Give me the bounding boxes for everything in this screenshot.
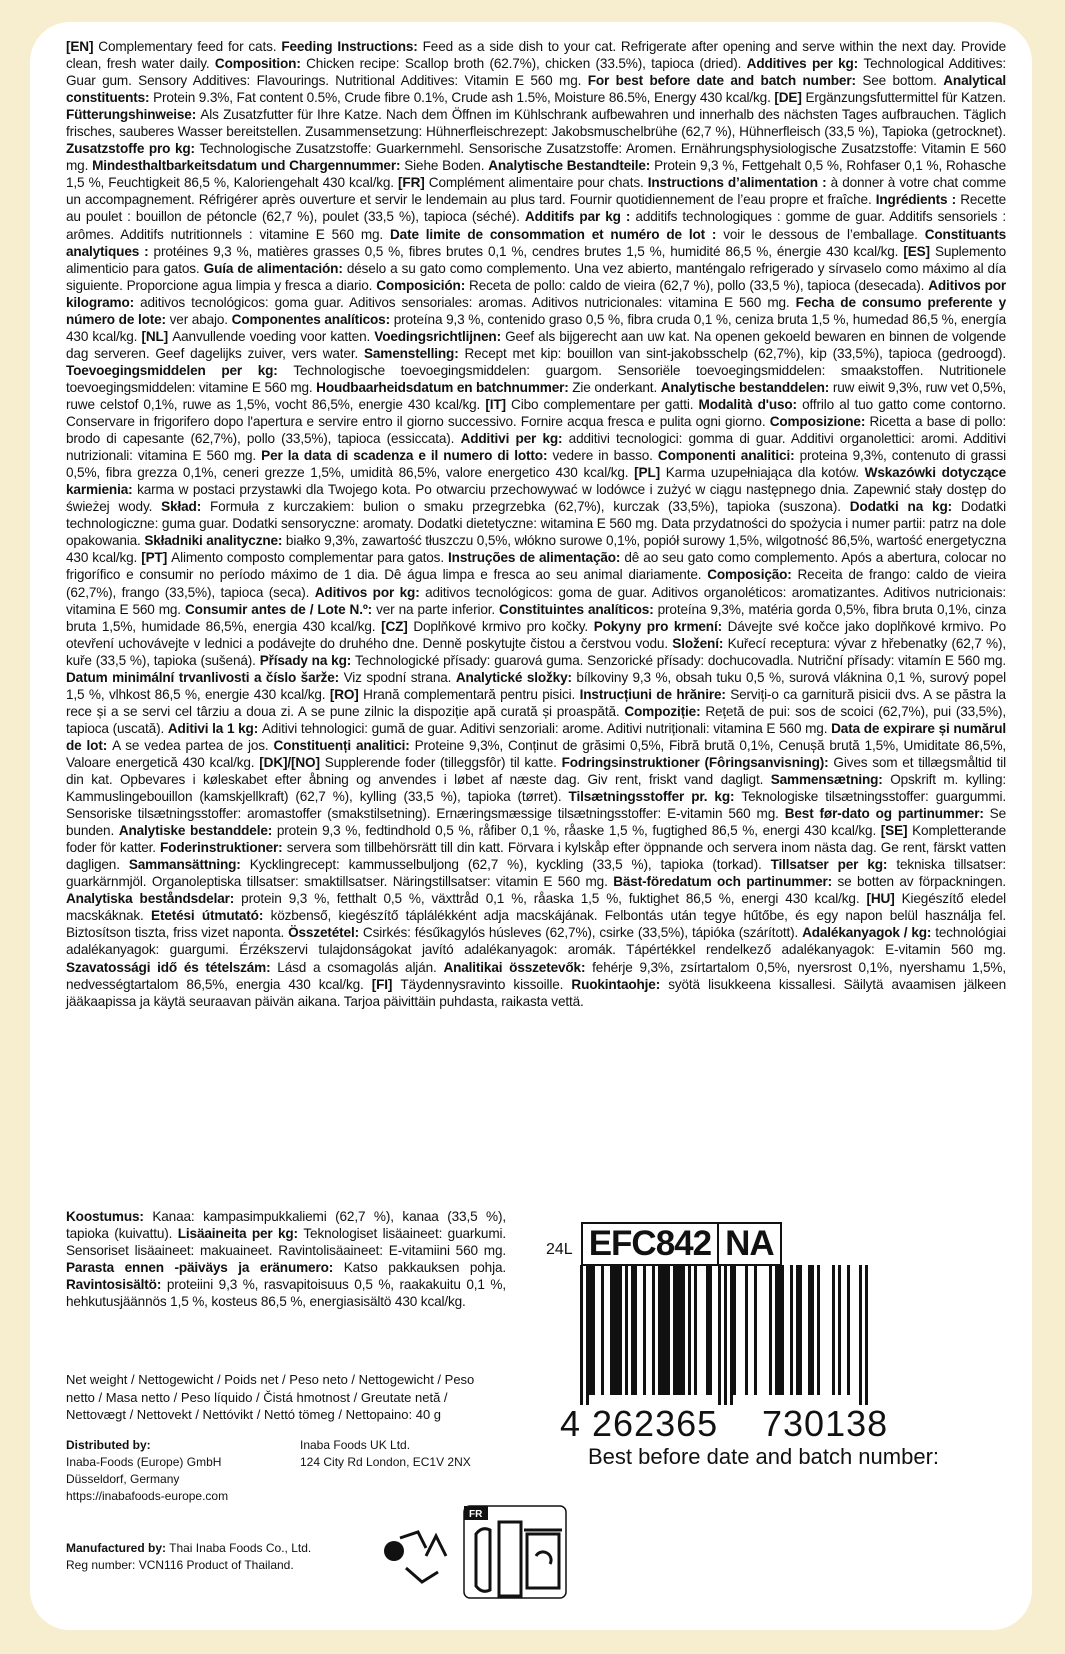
segment-text: Feed as a side dish to your cat. Refrigerate after opening and serve within the next day. Provide clean, fresh water daily. — [66, 39, 1007, 72]
segment-heading: Constituintes analíticos: — [499, 601, 658, 617]
segment-text: proteina 9,3%, contenuto di grassi 0,5%, fibra grezza 0,1%, ceneri grezze 1,5%, umidità 86,5%, valore energetico 430 kcal/kg. — [66, 448, 1006, 481]
segment-heading: Mindesthaltbarkeitsdatum und Chargennummer: — [92, 158, 405, 174]
segment-text: offrilo al tuo gatto come contorno. Conservare in frigorifero dopo l'apertura e servire entro il giorno successivo. Fornire acqua fresca e pulita ogni giorno. — [66, 396, 1006, 430]
batch-prefix: 24L — [546, 1241, 573, 1258]
segment-text: Suplemento alimenticio para gatos. — [66, 243, 1006, 276]
multilingual-label-text — [66, 38, 1006, 1010]
segment-heading: Zusatzstoffe pro kg: — [66, 141, 200, 157]
segment-heading: [EN] — [66, 39, 99, 54]
fi-segment-heading: Ravintosisältö: — [66, 1277, 167, 1293]
segment-text: Geef als bijgerecht aan uw kat. Na openen gekoeld bewaren en binnen de volgende dag serveren. Geef dagelijks zuiver, vers water. — [66, 328, 1007, 361]
segment-heading: Constituants analytiques : — [66, 226, 1006, 259]
barcode-bar — [796, 1265, 802, 1395]
segment-heading: Componenti analitici: — [657, 448, 800, 464]
distributor-website: https://inabafoods-europe.com — [66, 1489, 229, 1503]
barcode-number — [560, 1403, 910, 1445]
segment-text: aditivos tecnológicos: goma de guar. Aditivos organoléticos: aromatizantes. Aditivos nutricionais: vitamina E 560 mg. — [66, 584, 1007, 617]
segment-heading: Aditivos por kg: — [314, 584, 426, 600]
barcode — [560, 1265, 890, 1405]
segment-heading: Datum minimální trvanlivosti a číslo šarže: — [66, 669, 344, 685]
barcode-bar — [610, 1265, 622, 1395]
fr-label: FR — [469, 1509, 483, 1520]
segment-heading: Fodringsinstruktioner (Fôringsanvisning): — [561, 754, 834, 770]
segment-heading: Analytical constituents: — [66, 73, 1006, 106]
segment-heading: [ES] — [903, 243, 935, 259]
barcode-bar — [838, 1265, 841, 1395]
segment-text: Complément alimentaire pour chats. — [428, 175, 648, 191]
barcode-bar — [769, 1265, 772, 1395]
segment-heading: Best før-dato og partinummer: — [784, 806, 990, 822]
barcode-bar — [658, 1265, 670, 1395]
triman-recycle-icon — [384, 1532, 446, 1582]
segment-heading: Skład: — [161, 499, 211, 515]
segment-text: Aditivi tehnologici: gumă de guar. Aditivi senzoriali: arome. Aditivi nutriționali: vitamina E 560 mg. — [261, 720, 832, 736]
segment-heading: [SE] — [880, 823, 913, 839]
segment-heading: Aditivi la 1 kg: — [167, 720, 262, 736]
segment-heading: [PT] — [141, 550, 172, 566]
segment-text: Protein 9.3%, Fat content 0.5%, Crude fibre 0.1%, Crude ash 1.5%, Moisture 86.5%, Energy 430 kcal/kg. — [153, 90, 775, 106]
segment-text: Technological Additives: Guar gum. Sensory Additives: Flavourings. Nutritional Additives: Vitamin E 560 mg. — [66, 56, 1007, 89]
segment-text: Siehe Boden. — [404, 158, 489, 174]
segment-heading: Instructions d’alimentation : — [647, 175, 831, 191]
segment-heading: Guía de alimentación: — [203, 260, 347, 276]
segment-heading: Analytische bestanddelen: — [660, 379, 833, 395]
segment-text: déselo a su gato como complemento. Una vez abierto, manténgalo refrigerado y sírvaselo como máximo al día siguiente. Proporcione agua limpia y fresca a diario. — [66, 260, 1006, 293]
segment-heading: [DK]/[NO] — [259, 754, 325, 770]
segment-heading: [IT] — [485, 396, 512, 412]
segment-heading: Instruções de alimentação: — [448, 550, 625, 566]
segment-text: Formuła z kurczakiem: bulion o smaku przegrzebka (62,7%), kurczak (33,5%), tapioka (suszona). — [210, 499, 850, 515]
segment-heading: Composizione: — [769, 414, 870, 430]
net-weight: Net weight / Nettogewicht / Poids net / Peso neto / Nettogewicht / Peso netto / Masa netto / Peso líquido / Čistá hmotnost / Greutate netă / Nettovægt / Nettovekt / Nettóvikt / Nettó tömeg / Nettopaino: 40 g — [66, 1372, 475, 1422]
segment-heading: Sammansättning: — [128, 857, 250, 873]
segment-heading: Ruokintaohje: — [571, 976, 669, 992]
segment-text: Kuřecí receptura: vývar z hřebenatky (62,7 %), kuře (33,5 %), tapioka (sušená). — [66, 635, 1006, 668]
barcode-bar — [673, 1265, 685, 1395]
recycling-info-icon — [464, 1506, 566, 1598]
segment-text: białko 9,3%, zawartość tłuszczu 0,5%, włókno surowe 0,1%, popiół surowy 1,5%, wilgotność 86,5%, wartość energetyczna 430 kcal/kg. — [66, 533, 1006, 566]
segment-text: proteína 9,3 %, contenido graso 0,5 %, fibra cruda 0,1 %, ceniza bruta 1,5 %, humedad 86,5 %, energía 430 kcal/kg. — [66, 311, 1006, 344]
barcode-bar — [694, 1265, 697, 1395]
fi-segment-text: Katso pakkauksen pohja. — [343, 1260, 507, 1276]
segment-heading: [FR] — [398, 175, 429, 191]
segment-text: Alimento composto complementar para gatos. — [171, 550, 449, 566]
barcode-bar — [790, 1265, 793, 1395]
segment-text: voir le dessous de l’emballage. — [723, 226, 925, 242]
barcode-bar — [589, 1265, 595, 1395]
segment-text: Chicken recipe: Scallop broth (62.7%), chicken (33.5%), tapioca (dried). — [306, 56, 747, 72]
segment-text: proteína 9,3%, matéria gorda 0,5%, fibra bruta 0,1%, cinza bruta 1,5%, humidade 86,5%, energia 430 kcal/kg. — [66, 601, 1006, 634]
segment-text: Doplňkové krmivo pro kočky. — [413, 618, 594, 634]
distributor-city: Düsseldorf, Germany — [66, 1472, 180, 1486]
barcode-bar — [601, 1265, 604, 1395]
batch-suffix: NA — [719, 1222, 782, 1266]
segment-text: tekniska tillsatser: guarkärnmjöl. Organoleptiska tillsatser: smaktillsatser. Näringstillsatser: vitamin E 560 mg. — [66, 857, 1006, 890]
segment-text: A se vedea partea de jos. — [112, 737, 274, 753]
segment-text: Receita de frango: caldo de vieira (62,7%), frango (33,5%), tapioca (seca). — [66, 567, 1006, 600]
segment-text: protein 9,3 %, fetthalt 0,5 %, växttråd 0,1 %, råaska 1,5 %, fuktighet 86,5 %, energi 430 kcal/kg. — [241, 891, 867, 907]
segment-heading: Data de expirare și numărul de lot: — [66, 720, 1006, 753]
segment-heading: Per la data di scadenza e il numero di lotto: — [261, 448, 553, 464]
segment-text: Receta de pollo: caldo de vieira (62,7 %), pollo (33,5 %), tapioca (desecada). — [469, 277, 929, 293]
segment-text: Protein 9,3 %, Fettgehalt 0,5 %, Rohfaser 0,1 %, Rohasche 1,5 %, Feuchtigkeit 86,5 %, Kaloriengehalt 430 kcal/kg. — [66, 158, 1006, 191]
barcode-bar — [706, 1265, 712, 1395]
barcode-left-digits: 262365 — [592, 1403, 719, 1444]
segment-heading: Składniki analityczne: — [144, 533, 286, 549]
segment-heading: Analytiska beståndsdelar: — [66, 891, 242, 907]
segment-heading: Tillsatser per kg: — [770, 857, 897, 873]
segment-text: Technologické přísady: guarová guma. Senzorické přísady: dochucovadla. Nutriční přísady: vitamín E 560 mg. — [355, 652, 1007, 668]
segment-text: fehérje 9,3%, zsírtartalom 0,5%, nyersrost 0,1%, nyershamu 1,5%, nedvességtartalom 86,5%, energia 430 kcal/kg. — [66, 959, 1006, 992]
segment-heading: Consumir antes de / Lote N.º: — [185, 601, 377, 617]
distributor-block — [66, 1437, 228, 1505]
segment-text: Viz spodní strana. — [343, 669, 456, 685]
segment-text: bílkoviny 9,3 %, obsah tuku 0,5 %, surová vláknina 0,1 %, surový popel 1,5 %, vlhkost 86,5 %, energie 430 kcal/kg. — [66, 669, 1006, 702]
disposal-icons — [366, 1496, 576, 1606]
best-before-label: Best before date and batch number: — [588, 1444, 940, 1469]
segment-heading: Foderinstruktioner: — [160, 840, 287, 856]
segment-text: Recept met kip: bouillon van sint-jakobsschelp (62,7%), kip (33,5%), tapioca (gedroogd). — [464, 345, 1006, 361]
segment-text: Dodatki technologiczne: guma guar. Dodatki sensoryczne: aromaty. Dodatki dietetyczne: witamina E 560 mg. Data przydatności do spożycia i numer partii: patrz na dole opakowania. — [66, 499, 1006, 549]
segment-text: Kompletterande foder för katter. — [66, 823, 1006, 856]
segment-text: Technologische Zusatzstoffe: Guarkernmehl. Sensorische Zusatzstoffe: Aromen. Ernährungsphysiologische Zusatzstoffe: Vitamin E 560 mg. — [66, 141, 1006, 174]
barcode-bar — [718, 1265, 721, 1405]
segment-text: Ricetta a base di pollo: brodo di capesante (62,7%), pollo (33,5%), tapioca (essiccata). — [66, 414, 1006, 447]
segment-heading: Analytické složky: — [455, 669, 577, 685]
segment-text: Gives som et tillægsmåltid til din kat. Opbevares i køleskabet efter åbning og anvendes i løbet af næste dag. Giv rent, friskt vand dagligt. — [66, 754, 1006, 788]
segment-heading: Compoziție: — [624, 703, 706, 719]
segment-text: syötä lisukkeena kissallesi. Säilytä avaamisen jälkeen jääkaapissa ja käytä seuraavan päivän aikana. Tarjoa päivittäin puhdasta, raikasta vettä. — [66, 976, 1006, 1009]
segment-heading: Date limite de consommation et numéro de lot : — [390, 226, 724, 242]
manufacturer-name: Thai Inaba Foods Co., Ltd. — [166, 1541, 312, 1555]
segment-text: Dávejte své kočce jako doplňkové krmivo. Po otevření uchovávejte v lednici a podávejte do druhého dne. Denně poskytujte čistou a čerstvou vodu. — [66, 618, 1006, 651]
batch-code — [546, 1222, 782, 1266]
barcode-bar — [643, 1265, 646, 1395]
segment-heading: Pokyny pro krmení: — [593, 618, 728, 634]
segment-heading: Etetési útmutató: — [151, 908, 271, 924]
segment-text: Rețetă de pui: sos de scoici (62,7%), pui (33,5%), tapioca (uscată). — [66, 703, 1006, 736]
segment-text: Complementary feed for cats. — [98, 39, 282, 54]
segment-text: Cibo complementare per gatti. — [511, 396, 699, 412]
segment-text: karma w postaci przystawki dla Twojego kota. Po otwarciu przechowywać w lodówce i zużyć w ciągu następnego dnia. Zapewnić stały dostęp do świeżej wody. — [66, 482, 1006, 515]
segment-heading: Fütterungshinweise: — [66, 107, 201, 123]
segment-heading: Additives per kg: — [746, 56, 864, 72]
uk-company: Inaba Foods UK Ltd. — [300, 1438, 411, 1452]
segment-heading: [NL] — [141, 328, 173, 344]
segment-heading: Analitikai összetevők: — [443, 959, 593, 975]
segment-text: ver na parte inferior. — [376, 601, 500, 617]
segment-text: servera som tillbehörsrätt till din katt. Förvara i kylskåp efter öppnande och servera inom nästa dag. Ge rent, färskt vatten dagligen. — [66, 840, 1006, 873]
manufacturer-heading: Manufactured by: — [66, 1541, 167, 1555]
segment-heading: Bäst-föredatum och partinummer: — [613, 874, 838, 890]
segment-heading: [CZ] — [381, 618, 414, 634]
segment-heading: Additivi per kg: — [460, 431, 569, 447]
segment-text: Als Zusatzfutter für Ihre Katze. Nach dem Öffnen im Kühlschrank aufbewahren und innerhalb des nächsten Tages aufbrauchen. Täglich frisches, sauberes Wasser bereitstellen. Zusammensetzung: Hühnerfleischrezept: Jakobsmuschelbrühe (62,7 %), Hühnerfleisch (33,5 %), Tapioka (getrocknet). — [66, 107, 1006, 140]
segment-text: Lásd a csomagolás alján. — [277, 959, 444, 975]
barcode-bar — [808, 1265, 814, 1395]
barcode-bar — [580, 1265, 583, 1405]
segment-heading: [RO] — [329, 686, 364, 702]
fi-segment-text: proteiini 9,3 %, rasvapitoisuus 0,5 %, raakakuitu 0,1 %, hehkutusjäännös 1,5 %, kosteus 86,5 %, energiasisältö 430 kcal/kg. — [66, 1277, 506, 1310]
barcode-bar — [724, 1265, 727, 1405]
segment-heading: Wskazówki dotyczące karmienia: — [66, 465, 1007, 498]
barcode-bar — [730, 1265, 733, 1405]
segment-heading: Összetétel: — [288, 925, 363, 941]
segment-text: Kycklingrecept: kammusselbuljong (62,7 %), kyckling (33,5 %), tapioka (torkad). — [249, 857, 771, 873]
segment-text: Kiegészítő eledel macskáknak. — [66, 891, 1007, 924]
segment-heading: Aditivos por kilogramo: — [66, 277, 1007, 310]
uk-address-block — [300, 1437, 471, 1471]
segment-text: à donner à votre chat comme un accompagnement. Réfrigérer après ouverture et servir le lendemain au plus tard. Fournir quotidiennement de l’eau propre et fraîche. — [66, 175, 1007, 208]
segment-text: ruw eiwit 9,3%, ruw vet 0,5%, ruwe celstof 0,1%, ruwe as 1,5%, vocht 86,5%, energie 430 kcal/kg. — [66, 379, 1007, 412]
segment-text: Aanvullende voeding voor katten. — [172, 328, 375, 344]
segment-heading: [PL] — [634, 465, 666, 481]
segment-heading: Modalità d'uso: — [698, 396, 803, 412]
fi-segment-text: Teknologiset lisäaineet: guarkumi. Sensoriset lisäaineet: makuaineet. Ravintolisäaineet: E-vitamiini 560 mg. — [66, 1226, 506, 1259]
segment-text: Karma uzupełniająca dla kotów. — [665, 465, 865, 481]
segment-heading: Instrucțiuni de hrănire: — [579, 686, 731, 702]
barcode-bar — [754, 1265, 757, 1395]
segment-heading: Constituenți analitici: — [273, 737, 415, 753]
segment-heading: [FI] — [371, 976, 401, 992]
segment-heading: Tilsætningsstoffer pr. kg: — [568, 789, 742, 805]
segment-heading: Fecha de consumo preferente y número de lote: — [66, 294, 1006, 327]
barcode-bar — [745, 1265, 748, 1395]
barcode-bar — [625, 1265, 628, 1395]
barcode-bar — [652, 1265, 655, 1395]
segment-heading: Toevoegingsmiddelen per kg: — [66, 362, 294, 378]
barcode-bar — [733, 1265, 736, 1395]
distributor-heading: Distributed by: — [66, 1438, 151, 1452]
barcode-bar — [817, 1265, 820, 1395]
segment-text: Csirkés: fésűkagylós húsleves (62,7%), csirke (33,5%), tápióka (szárított). — [362, 925, 803, 941]
barcode-bar — [775, 1265, 784, 1395]
segment-text: Recette au poulet : bouillon de pétoncle (62,7 %), poulet (33,5 %), tapioca (séché). — [66, 192, 1006, 225]
manufacturer-reg: Reg number: VCN116 Product of Thailand. — [66, 1558, 294, 1572]
segment-text: protein 9,3 %, fedtindhold 0,5 %, råfiber 0,1 %, råaske 1,5 %, fugtighed 86,5 %, energi 430 kcal/kg. — [276, 823, 881, 839]
distributor-name: Inaba-Foods (Europe) GmbH — [66, 1455, 222, 1469]
segment-heading: Additifs par kg : — [524, 209, 636, 225]
segment-text: ver abajo. — [169, 311, 232, 327]
segment-text: Opskrift m. kylling: Kammuslingebouillon (kamskjellkraft) (62,7 %), kylling (33,5 %), tapioka (tørret). — [66, 772, 1006, 805]
segment-text: vedere in basso. — [552, 448, 658, 464]
segment-text: Supplerende foder (tilleggsfôr) til katte. — [324, 754, 562, 770]
segment-heading: For best before date and batch number: — [587, 73, 863, 89]
segment-heading: Ingrédients : — [875, 192, 961, 208]
segment-heading: Voedingsrichtlijnen: — [374, 328, 506, 344]
fi-segment-heading: Koostumus: — [66, 1209, 153, 1224]
segment-text: Proteine 9,3%, Conținut de grăsimi 0,5%, Fibră brută 0,1%, Cenușă brută 1,5%, Umiditate 86,5%, Valoare energetică 430 kcal/kg. — [66, 737, 1007, 770]
segment-heading: Feeding Instructions: — [281, 39, 423, 54]
segment-heading: [HU] — [866, 891, 902, 907]
segment-text: additifs technologiques : gomme de guar. Additifs sensoriels : arômes. Additifs nutritionnels : vitamine E 560 mg. — [66, 209, 1007, 242]
segment-heading: Composición: — [376, 277, 470, 293]
segment-heading: Sammensætning: — [770, 772, 891, 788]
segment-heading: Samenstelling: — [363, 345, 465, 361]
segment-text: Zie onderkant. — [572, 379, 661, 395]
segment-heading: Adalékanyagok / kg: — [802, 925, 936, 941]
barcode-bar — [631, 1265, 637, 1395]
barcode-bar — [688, 1265, 691, 1395]
barcode-bar — [859, 1265, 862, 1405]
segment-heading: Composição: — [707, 567, 798, 583]
segment-text: közbenső, kiegészítő táplálékként adja macskájának. Felbontás után tegye hűtőbe, és egy napon belül használja fel. Biztosítson tiszta, friss vizet naponta. — [66, 908, 1006, 941]
segment-text: Hrană complementară pentru pisici. — [363, 686, 580, 702]
segment-text: aditivos tecnológicos: goma guar. Aditivos sensoriales: aromas. Aditivos nutricionales: vitamina E 560 mg. — [140, 294, 796, 310]
barcode-bar — [832, 1265, 835, 1395]
batch-number: EFC842 — [581, 1222, 719, 1266]
segment-text: dê ao seu gato como complemento. Após a abertura, colocar no frigorífico e consumir no período máximo de 1 dia. Dê água limpa e fresca ao seu animal diariamente. — [66, 550, 1007, 583]
fi-segment-text: Kanaa: kampasimpukkaliemi (62,7 %), kanaa (33,5 %), tapioka (kuivattu). — [66, 1209, 507, 1242]
segment-heading: Přísady na kg: — [259, 652, 356, 668]
segment-text: Ergänzungsfuttermittel für Katzen. — [805, 90, 1006, 106]
segment-heading: Szavatossági idő és tételszám: — [66, 959, 278, 975]
segment-heading: Dodatki na kg: — [849, 499, 961, 515]
segment-heading: Analytische Bestandteile: — [488, 158, 655, 174]
segment-heading: Componentes analíticos: — [231, 311, 394, 327]
barcode-first-digit: 4 — [560, 1403, 582, 1444]
barcode-right-digits: 730138 — [762, 1403, 889, 1444]
barcode-bar — [847, 1265, 850, 1395]
segment-text: Teknologiske tilsætningsstoffer: guargummi. Sensoriske tilsætningsstoffer: aromastoffer (smakstilsetning). Ernæringsmæssige tilsætningsstoffer: E-vitamin 560 mg. — [66, 789, 1006, 822]
segment-text: se botten av förpackningen. — [837, 874, 1006, 890]
fi-segment-heading: Parasta ennen -päiväys ja eränumero: — [66, 1260, 344, 1276]
segment-heading: Houdbaarheidsdatum en batchnummer: — [316, 379, 573, 395]
segment-text: Technologische toevoegingsmiddelen: guargom. Sensoriële toevoegingsmiddelen: smaakstoffen. Nutritionele toevoegingsmiddelen: vitamine E 560 mg. — [66, 362, 1006, 395]
segment-text: Se bunden. — [66, 806, 1006, 839]
manufacturer-block — [66, 1540, 311, 1574]
segment-text: Serviți-o ca garnitură pisicii dvs. A se păstra la rece și a se servi cel târziu a doua zi. A se pune zilnic la dispoziție apă curată și proaspătă. — [66, 686, 1006, 719]
segment-text: See bottom. — [862, 73, 944, 89]
segment-heading: Analytiske bestanddele: — [118, 823, 277, 839]
segment-text: technológiai adalékanyagok: guargumi. Érzékszervi tulajdonságokat javító adalékanyagok: aromák. Tápértékkel rendelkező adalékanyagok: E-vitamin 560 mg. — [66, 925, 1007, 958]
segment-heading: [DE] — [774, 90, 806, 106]
uk-street: 124 City Rd London, EC1V 2NX — [300, 1455, 471, 1469]
segment-text: Täydennysravinto kissoille. — [400, 976, 572, 992]
segment-text: protéines 9,3 %, matières grasses 0,5 %, fibres brutes 0,1 %, cendres brutes 1,5 %, humidité 86,5 %, énergie 430 kcal/kg. — [153, 243, 904, 259]
barcode-bar — [586, 1265, 589, 1405]
segment-heading: Composition: — [214, 56, 307, 72]
segment-text: additivi tecnologici: gomma di guar. Additivi organolettici: aromi. Additivi nutrizionali: vitamina E 560 mg. — [66, 431, 1007, 464]
fi-segment-heading: Lisäaineita per kg: — [177, 1226, 304, 1242]
finnish-label-text — [66, 1208, 506, 1310]
barcode-bar — [865, 1265, 868, 1405]
segment-heading: Složení: — [672, 635, 728, 651]
